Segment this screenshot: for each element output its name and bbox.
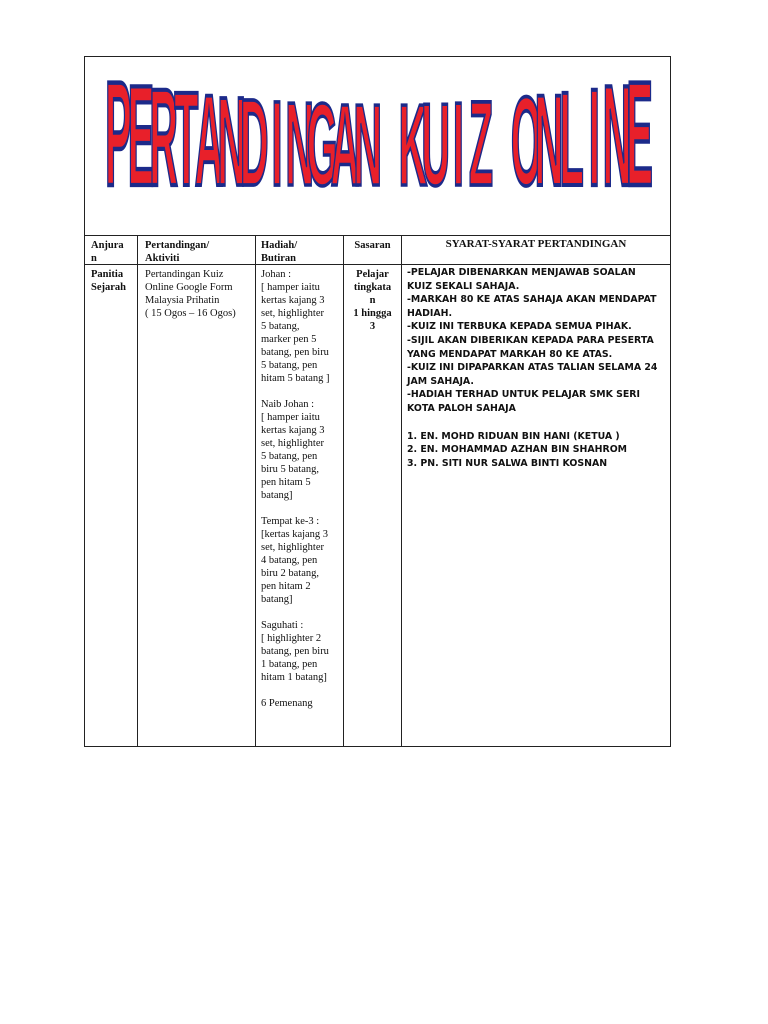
banner-letter: U: [421, 79, 450, 211]
banner-letter: I: [452, 77, 464, 211]
banner-letter: P: [105, 57, 132, 218]
wordart-title: [85, 57, 670, 235]
panel-member-2: 2. EN. MOHAMMAD AZHAN BIN SHAHROM: [407, 444, 628, 456]
rule-2: -MARKAH 80 KE ATAS SAHAJA AKAN MENDAPAT HADIAH.: [407, 294, 657, 319]
prize-tempat-ke-3: Tempat ke-3 : [kertas kajang 3 set, highlighter 4 batang, pen biru 2 batang, pen hitam 2 batang]: [261, 516, 329, 605]
banner-letter: N: [353, 81, 382, 211]
cell-syarat: [407, 266, 669, 470]
banner-letter: N: [285, 77, 314, 211]
header-anjuran: Anjura n: [91, 240, 124, 264]
banner-letter: A: [194, 68, 224, 214]
banner-letter: Z: [468, 77, 494, 212]
banner-letter: N: [602, 57, 632, 217]
banner-letter: R: [149, 59, 178, 215]
header-sasaran: Sasaran: [354, 240, 391, 251]
banner-letter: T: [174, 64, 199, 214]
header-syarat: SYARAT-SYARAT PERTANDINGAN: [445, 238, 627, 250]
banner-letter: G: [306, 79, 338, 211]
rule-1: -PELAJAR DIBENARKAN MENJAWAB SOALAN KUIZ SEKALI SAHAJA.: [407, 267, 636, 292]
rule-6: -HADIAH TERHAD UNTUK PELAJAR SMK SERI KOTA PALOH SAHAJA: [407, 389, 640, 414]
title-banner: [85, 57, 670, 236]
banner-letter: K: [398, 80, 428, 211]
prize-saguhati: Saguhati : [ highlighter 2 batang, pen biru 1 batang, pen hitam 1 batang]: [261, 620, 329, 683]
cell-anjuran: Panitia Sejarah: [91, 269, 126, 293]
banner-letter: N: [534, 68, 564, 214]
cell-sasaran: Pelajar tingkata n 1 hingga 3: [353, 269, 392, 332]
banner-letter: O: [510, 70, 542, 212]
banner-letter: I: [588, 59, 600, 215]
prize-naib-johan: Naib Johan : [ hamper iaitu kertas kajang 3 set, highlighter 5 batang, pen biru 5 batang, pen hitam 5 batang]: [261, 399, 325, 501]
prize-total-winners: 6 Pemenang: [261, 698, 313, 709]
banner-letter: L: [559, 64, 584, 214]
banner-letter: N: [217, 70, 246, 212]
cell-hadiah: [261, 268, 343, 723]
rule-4: -SIJIL AKAN DIBERIKAN KEPADA PARA PESERTA YANG MENDAPAT MARKAH 80 KE ATAS.: [407, 334, 654, 360]
panel-member-1: 1. EN. MOHD RIDUAN BIN HANI (KETUA ): [407, 430, 620, 442]
banner-letter: A: [330, 80, 360, 211]
panel-member-3: 3. PN. SITI NUR SALWA BINTI KOSNAN: [407, 457, 608, 469]
rule-3: -KUIZ INI TERBUKA KEPADA SEMUA PIHAK.: [407, 321, 632, 333]
competition-table: [84, 56, 671, 747]
header-hadiah: Hadiah/ Butiran: [261, 240, 298, 264]
header-pertandingan: Pertandingan/ Aktiviti: [145, 240, 210, 264]
banner-letter: E: [127, 57, 155, 217]
prize-johan: Johan : [ hamper iaitu kertas kajang 3 set, highlighter 5 batang, marker pen 5 batang, pen biru 5 batang, pen hitam 5 batang ]: [261, 269, 330, 384]
banner-letter: I: [271, 77, 283, 212]
banner-letter: E: [626, 57, 653, 218]
cell-pertandingan: Pertandingan Kuiz Online Google Form Malaysia Prihatin ( 15 Ogos – 16 Ogos): [145, 269, 236, 319]
banner-letter: D: [240, 74, 269, 212]
rule-5: -KUIZ INI DIPAPARKAN ATAS TALIAN SELAMA 24 JAM SAHAJA.: [407, 362, 658, 387]
